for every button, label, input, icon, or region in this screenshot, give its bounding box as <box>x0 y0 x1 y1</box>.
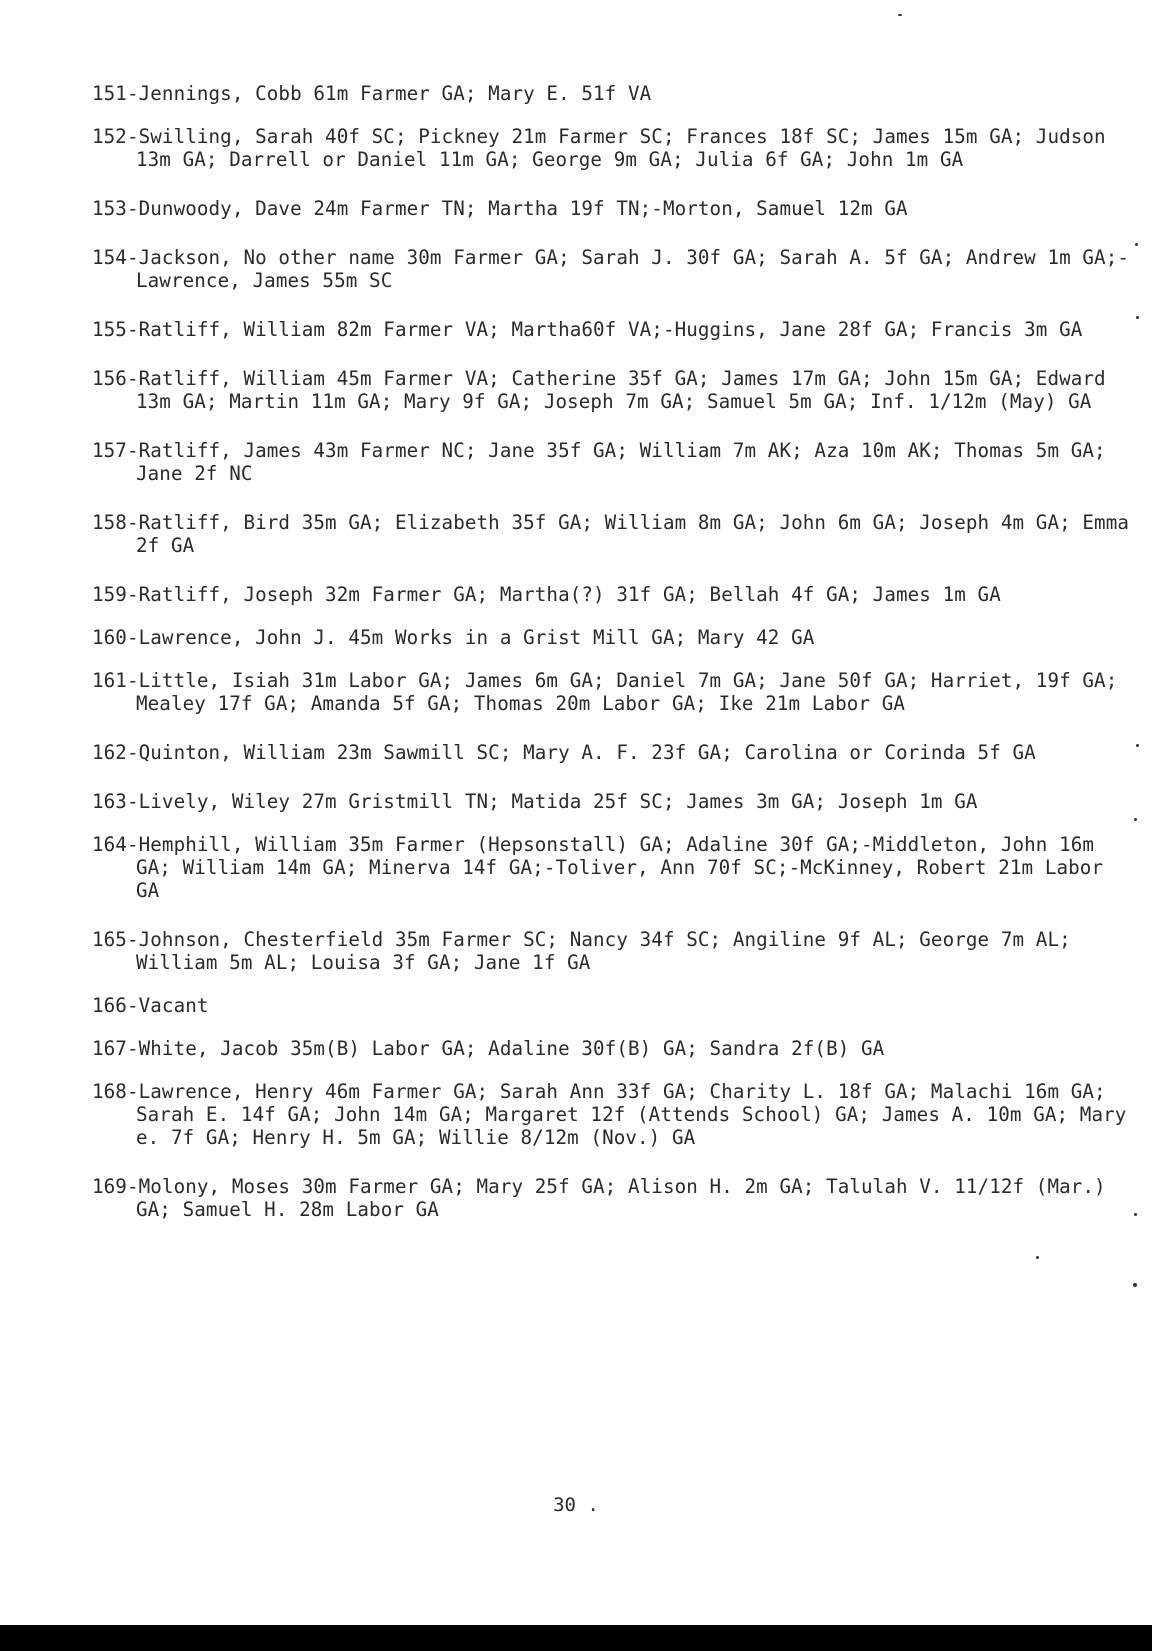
census-entry-152: 152-Swilling, Sarah 40f SC; Pickney 21m Farmer SC; Frances 18f SC; James 15m GA; Judson 13m GA; Darrell or Daniel 11m GA; George 9m GA; Julia 6f GA; John 1m GA <box>92 125 1106 171</box>
census-entry-168: 168-Lawrence, Henry 46m Farmer GA; Sarah Ann 33f GA; Charity L. 18f GA; Malachi 16m GA; Sarah E. 14f GA; John 14m GA; Margaret 12f (Attends School) GA; James A. 10m GA; Mary e. 7f GA; Henry H. 5m GA; Willie 8/12m (Nov.) GA <box>92 1080 1127 1149</box>
census-entry-169: 169-Molony, Moses 30m Farmer GA; Mary 25f GA; Alison H. 2m GA; Talulah V. 11/12f (Mar.) GA; Samuel H. 28m Labor GA <box>92 1175 1106 1221</box>
scan-speck <box>1136 316 1139 319</box>
scan-speck <box>1136 744 1139 747</box>
census-entry-165: 165-Johnson, Chesterfield 35m Farmer SC; Nancy 34f SC; Angiline 9f AL; George 7m AL; William 5m AL; Louisa 3f GA; Jane 1f GA <box>92 928 1071 974</box>
census-entry-162: 162-Quinton, William 23m Sawmill SC; Mary A. F. 23f GA; Carolina or Corinda 5f GA <box>92 741 1036 764</box>
census-entry-161: 161-Little, Isiah 31m Labor GA; James 6m GA; Daniel 7m GA; Jane 50f GA; Harriet, 19f GA; Mealey 17f GA; Amanda 5f GA; Thomas 20m Labor GA; Ike 21m Labor GA <box>92 669 1118 715</box>
scan-speck <box>1134 1213 1137 1216</box>
census-entry-160: 160-Lawrence, John J. 45m Works in a Grist Mill GA; Mary 42 GA <box>92 626 815 649</box>
scan-speck <box>898 14 902 16</box>
scan-speck <box>1135 243 1138 246</box>
scan-speck <box>1133 1283 1137 1287</box>
census-entry-153: 153-Dunwoody, Dave 24m Farmer TN; Martha 19f TN;-Morton, Samuel 12m GA <box>92 197 908 220</box>
census-entry-157: 157-Ratliff, James 43m Farmer NC; Jane 35f GA; William 7m AK; Aza 10m AK; Thomas 5m GA; Jane 2f NC <box>92 439 1106 485</box>
census-entry-154: 154-Jackson, No other name 30m Farmer GA; Sarah J. 30f GA; Sarah A. 5f GA; Andrew 1m GA;-Lawrence, James 55m SC <box>92 246 1130 292</box>
scan-bottom-border <box>0 1625 1152 1651</box>
scan-speck <box>1134 818 1137 821</box>
census-entry-158: 158-Ratliff, Bird 35m GA; Elizabeth 35f GA; William 8m GA; John 6m GA; Joseph 4m GA; Emma 2f GA <box>92 511 1130 557</box>
census-entry-155: 155-Ratliff, William 82m Farmer VA; Martha60f VA;-Huggins, Jane 28f GA; Francis 3m GA <box>92 318 1083 341</box>
census-entry-167: 167-White, Jacob 35m(B) Labor GA; Adaline 30f(B) GA; Sandra 2f(B) GA <box>92 1037 885 1060</box>
census-entry-list <box>92 82 1132 1247</box>
census-entry-159: 159-Ratliff, Joseph 32m Farmer GA; Martha(?) 31f GA; Bellah 4f GA; James 1m GA <box>92 583 1001 606</box>
census-entry-163: 163-Lively, Wiley 27m Gristmill TN; Matida 25f SC; James 3m GA; Joseph 1m GA <box>92 790 978 813</box>
scan-speck <box>1036 1256 1039 1259</box>
census-entry-156: 156-Ratliff, William 45m Farmer VA; Catherine 35f GA; James 17m GA; John 15m GA; Edward 13m GA; Martin 11m GA; Mary 9f GA; Joseph 7m GA; Samuel 5m GA; Inf. 1/12m (May) GA <box>92 367 1106 413</box>
census-entry-164: 164-Hemphill, William 35m Farmer (Hepsonstall) GA; Adaline 30f GA;-Middleton, John 16m GA; William 14m GA; Minerva 14f GA;-Toliver, Ann 70f SC;-McKinney, Robert 21m Labor GA <box>92 833 1104 902</box>
page-number: 30 . <box>553 1494 599 1516</box>
census-entry-151: 151-Jennings, Cobb 61m Farmer GA; Mary E. 51f VA <box>92 82 652 105</box>
census-entry-166: 166-Vacant <box>92 994 209 1017</box>
